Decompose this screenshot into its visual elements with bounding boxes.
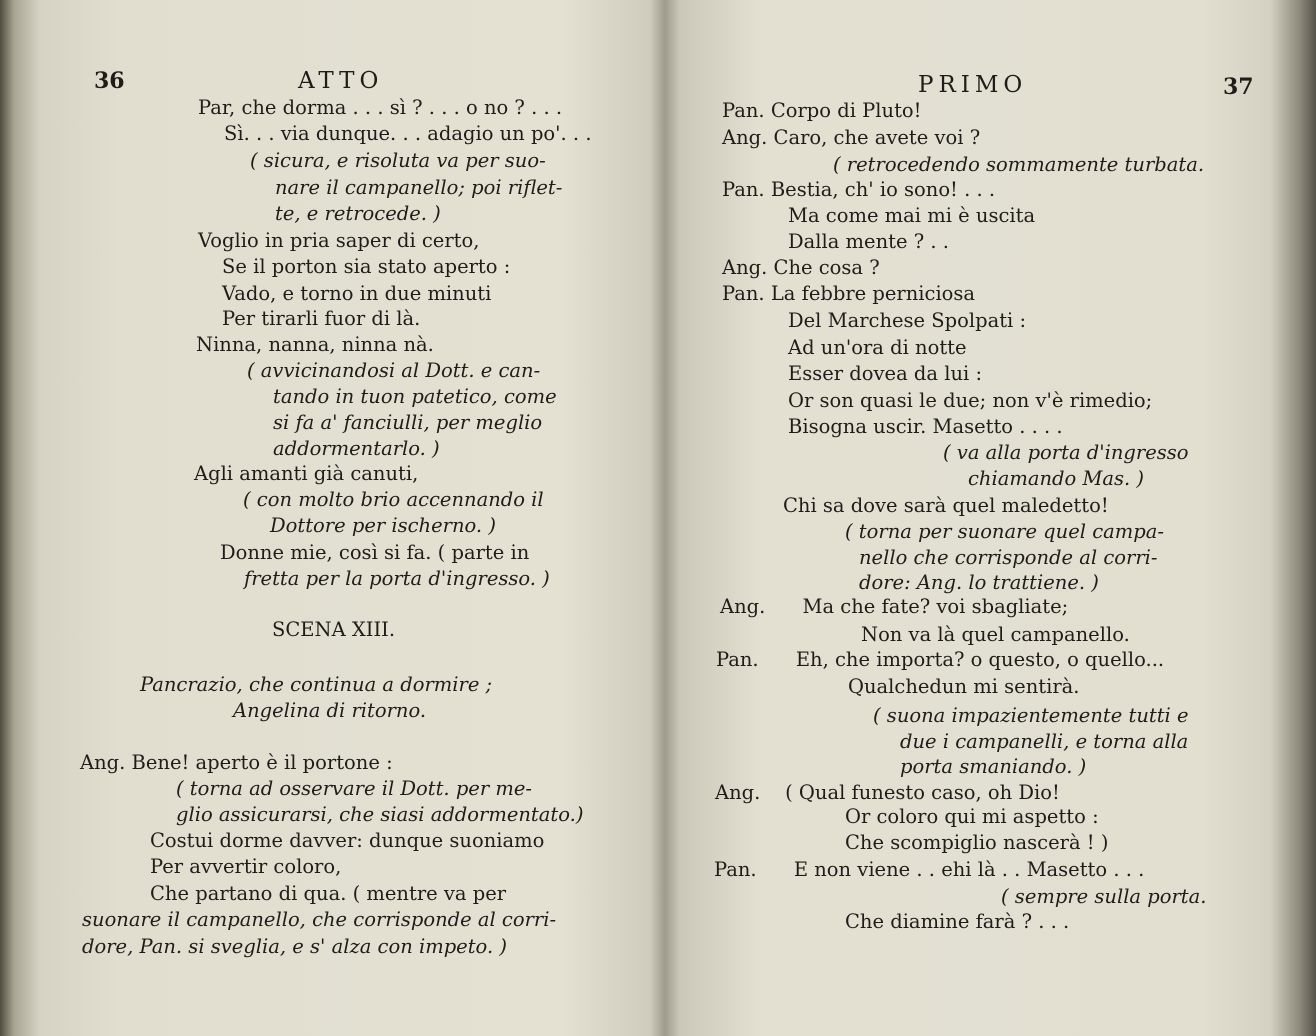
- text-line: Ang. Caro, che avete voi ?: [722, 126, 981, 149]
- text-line: Non va là quel campanello.: [861, 623, 1130, 646]
- text-line: Costui dorme davver: dunque suoniamo: [150, 829, 545, 852]
- running-head: ATTO: [298, 68, 384, 94]
- text-line: Per tirarli fuor di là.: [222, 307, 421, 330]
- stage-direction-line: ( va alla porta d'ingresso: [943, 441, 1189, 464]
- text-line: Vado, e torno in due minuti: [222, 282, 492, 305]
- text-line: Qualchedun mi sentirà.: [848, 675, 1080, 698]
- text-line: Ma come mai mi è uscita: [788, 204, 1036, 227]
- stage-direction-line: ( avvicinandosi al Dott. e can-: [247, 359, 541, 382]
- stage-direction-line: dore, Pan. si sveglia, e s' alza con impeto. ): [82, 935, 507, 958]
- text-line: Or son quasi le due; non v'è rimedio;: [788, 389, 1153, 412]
- text-line: Ang. Bene! aperto è il portone :: [80, 751, 393, 774]
- stage-direction-line: glio assicurarsi, che siasi addormentato.): [176, 803, 584, 826]
- text-line: Ad un'ora di notte: [788, 336, 967, 359]
- text-line: Ang. ( Qual funesto caso, oh Dio!: [715, 781, 1060, 804]
- text-line: Chi sa dove sarà quel maledetto!: [783, 494, 1109, 517]
- text-line: Pan. Eh, che importa? o questo, o quello...: [716, 648, 1165, 671]
- stage-direction-line: nare il campanello; poi riflet-: [275, 176, 563, 199]
- text-line: Se il porton sia stato aperto :: [222, 255, 511, 278]
- text-line: Ang. Ma che fate? voi sbagliate;: [720, 595, 1069, 618]
- running-head: PRIMO: [918, 72, 1028, 98]
- stage-direction-line: due i campanelli, e torna alla: [900, 730, 1189, 753]
- stage-direction-line: ( sicura, e risoluta va per suo-: [250, 149, 546, 172]
- stage-direction-line: nello che corrisponde al corri-: [859, 546, 1158, 569]
- scene-characters: Pancrazio, che continua a dormire ;: [140, 673, 493, 696]
- stage-direction-line: tando in tuon patetico, come: [273, 385, 557, 408]
- stage-direction-line: te, e retrocede. ): [275, 202, 441, 225]
- stage-direction-line: porta smaniando. ): [900, 755, 1087, 778]
- text-line: Voglio in pria saper di certo,: [198, 229, 480, 252]
- stage-direction-line: si fa a' fanciulli, per meglio: [273, 411, 543, 434]
- text-line: Che partano di qua. ( mentre va per: [150, 882, 507, 905]
- text-line: Par, che dorma . . . sì ? . . . o no ? . . .: [198, 96, 563, 119]
- stage-direction-line: addormentarlo. ): [273, 437, 440, 460]
- text-line: Sì. . . via dunque. . . adagio un po'. . .: [224, 122, 592, 145]
- text-line: Del Marchese Spolpati :: [788, 309, 1027, 332]
- text-line: Pan. La febbre perniciosa: [722, 282, 976, 305]
- stage-direction-line: Dottore per ischerno. ): [270, 514, 496, 537]
- page-number: 36: [94, 68, 125, 94]
- text-line: Che scompiglio nascerà ! ): [845, 831, 1109, 854]
- text-line: Dalla mente ? . .: [788, 230, 949, 253]
- text-line: Pan. E non viene . . ehi là . . Masetto . . .: [714, 858, 1145, 881]
- text-line: Che diamine farà ? . . .: [845, 910, 1070, 933]
- text-line: Pan. Bestia, ch' io sono! . . .: [722, 178, 996, 201]
- stage-direction-line: ( torna ad osservare il Dott. per me-: [176, 777, 532, 800]
- scene-heading: SCENA XIII.: [272, 618, 396, 641]
- text-line: Esser dovea da lui :: [788, 362, 983, 385]
- text-line: Or coloro qui mi aspetto :: [845, 805, 1099, 828]
- text-line: Per avvertir coloro,: [150, 855, 342, 878]
- right-page: [665, 0, 1316, 1036]
- stage-direction-line: ( retrocedendo sommamente turbata.: [833, 153, 1205, 176]
- stage-direction-line: dore: Ang. lo trattiene. ): [859, 571, 1099, 594]
- text-line: Pan. Corpo di Pluto!: [722, 99, 922, 122]
- stage-direction-line: ( sempre sulla porta.: [1001, 885, 1207, 908]
- stage-direction-line: ( con molto brio accennando il: [243, 488, 544, 511]
- text-line: Ninna, nanna, ninna nà.: [196, 333, 434, 356]
- page-number: 37: [1223, 74, 1254, 100]
- stage-direction-line: suonare il campanello, che corrisponde al corri-: [82, 908, 557, 931]
- scene-characters: Angelina di ritorno.: [233, 699, 427, 722]
- text-line: Donne mie, così si fa. ( parte in: [220, 541, 530, 564]
- stage-direction-line: chiamando Mas. ): [968, 467, 1145, 490]
- stage-direction-line: ( torna per suonare quel campa-: [845, 520, 1164, 543]
- text-line: Bisogna uscir. Masetto . . . .: [788, 415, 1063, 438]
- stage-direction-line: ( suona impazientemente tutti e: [873, 704, 1189, 727]
- text-line: Ang. Che cosa ?: [722, 256, 880, 279]
- text-line: Agli amanti già canuti,: [194, 462, 419, 485]
- stage-direction-line: fretta per la porta d'ingresso. ): [244, 567, 550, 590]
